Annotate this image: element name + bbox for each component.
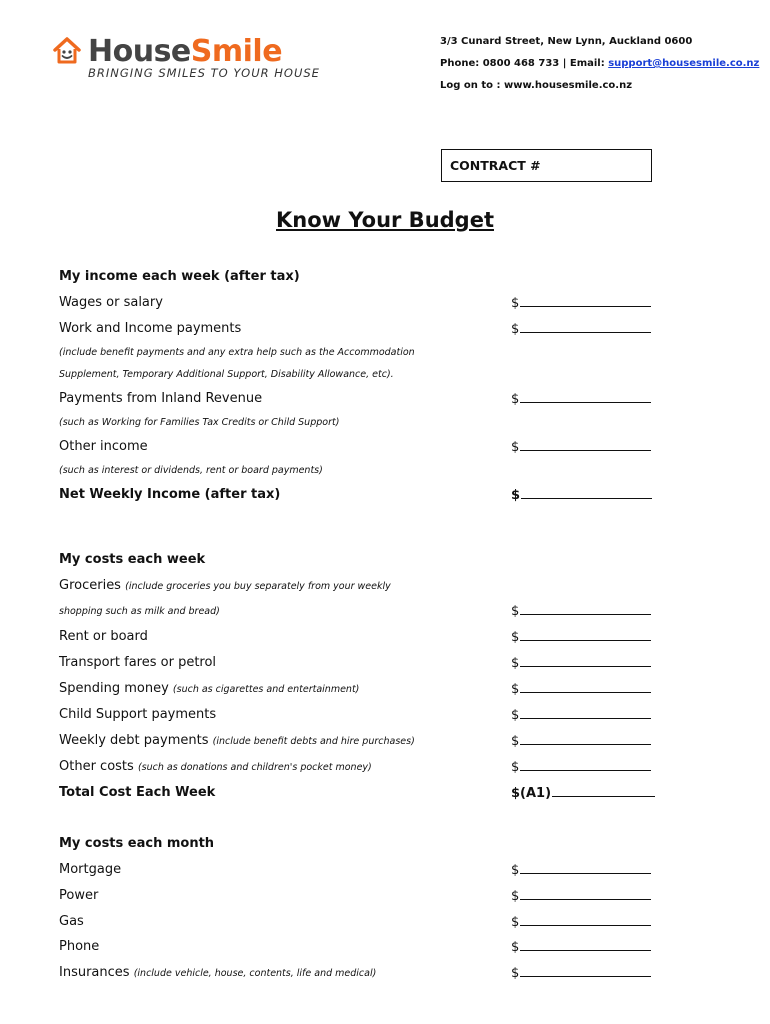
debt-text: Weekly debt payments (59, 733, 209, 748)
debt-note: (include benefit debts and hire purchases) (212, 736, 415, 747)
child-support-amount-field[interactable] (511, 707, 651, 723)
groceries-note-2: shopping such as milk and bread) (59, 606, 220, 617)
power-amount-field[interactable] (511, 888, 651, 904)
currency-symbol: $ (511, 734, 520, 749)
rent-label: Rent or board (59, 629, 148, 644)
work-income-amount-field[interactable] (511, 321, 651, 337)
blank-line (520, 629, 651, 641)
debt-amount-field[interactable] (511, 733, 651, 749)
currency-symbol: $ (511, 863, 520, 878)
other-income-note: (such as interest or dividends, rent or board payments) (59, 465, 323, 476)
phone-label: Phone (59, 939, 100, 954)
contract-number-field[interactable] (441, 149, 652, 182)
wages-amount-field[interactable] (511, 295, 651, 311)
gas-amount-field[interactable] (511, 914, 651, 930)
blank-line (520, 733, 651, 745)
blank-line (521, 487, 652, 499)
total-weekly-amount-field[interactable] (511, 785, 655, 801)
spending-label (59, 681, 359, 696)
inland-revenue-note: (such as Working for Families Tax Credits or Child Support) (59, 417, 340, 428)
spending-text: Spending money (59, 681, 169, 696)
total-weekly-label: Total Cost Each Week (59, 785, 216, 800)
insurances-note: (include vehicle, house, contents, life and medical) (133, 968, 377, 979)
contact-block (440, 31, 759, 97)
transport-label: Transport fares or petrol (59, 655, 217, 670)
contract-label: CONTRACT # (450, 158, 541, 173)
blank-line (520, 707, 651, 719)
currency-symbol: $ (511, 915, 520, 930)
address: 3/3 Cunard Street, New Lynn, Auckland 0600 (440, 36, 693, 47)
transport-amount-field[interactable] (511, 655, 651, 671)
blank-line (520, 939, 651, 951)
currency-symbol: $ (511, 488, 521, 503)
currency-symbol: $ (511, 440, 520, 455)
power-label: Power (59, 888, 99, 903)
blank-line (520, 681, 651, 693)
blank-line (520, 439, 651, 451)
currency-symbol: $ (511, 630, 520, 645)
currency-symbol: $ (511, 604, 520, 619)
blank-line (520, 295, 651, 307)
spending-note: (such as cigarettes and entertainment) (172, 684, 360, 695)
groceries-text: Groceries (59, 578, 121, 593)
blank-line (520, 391, 651, 403)
work-income-note-2: Supplement, Temporary Additional Support, Disability Allowance, etc). (59, 369, 394, 380)
mortgage-amount-field[interactable] (511, 862, 651, 878)
blank-line (520, 655, 651, 667)
other-costs-label (59, 759, 372, 774)
rent-amount-field[interactable] (511, 629, 651, 645)
weekly-costs-heading: My costs each week (59, 552, 206, 567)
inland-revenue-amount-field[interactable] (511, 391, 651, 407)
blank-line (520, 914, 651, 926)
currency-symbol: $ (511, 966, 520, 981)
currency-symbol: $ (511, 296, 520, 311)
currency-symbol: $ (511, 682, 520, 697)
other-costs-text: Other costs (59, 759, 134, 774)
blank-line (520, 965, 651, 977)
net-income-amount-field[interactable] (511, 487, 652, 503)
currency-symbol: $ (511, 392, 520, 407)
gas-label: Gas (59, 914, 84, 929)
currency-symbol: $ (511, 889, 520, 904)
total-prefix: $(A1) (511, 786, 552, 801)
debt-label (59, 733, 415, 748)
other-costs-note: (such as donations and children's pocket money) (137, 762, 372, 773)
brand-tagline: BRINGING SMILES TO YOUR HOUSE (88, 66, 320, 80)
currency-symbol: $ (511, 708, 520, 723)
housesmile-logo (52, 34, 320, 84)
monthly-costs-heading: My costs each month (59, 836, 215, 851)
work-income-note-1: (include benefit payments and any extra help such as the Accommodation (59, 347, 415, 358)
other-costs-amount-field[interactable] (511, 759, 651, 775)
phone-amount-field[interactable] (511, 939, 651, 955)
blank-line (520, 759, 651, 771)
blank-line (520, 321, 651, 333)
website-line[interactable]: Log on to : www.housesmile.co.nz (440, 80, 633, 91)
blank-line (552, 785, 655, 797)
brand-name-part2: Smile (190, 34, 283, 69)
phone-label: Phone: 0800 468 733 | Email: (440, 58, 609, 69)
groceries-note-1: (include groceries you buy separately from your weekly (125, 581, 391, 592)
brand-name (88, 34, 282, 69)
phone-email-line (440, 53, 759, 75)
currency-symbol: $ (511, 656, 520, 671)
page-title: Know Your Budget (276, 208, 494, 232)
email-link[interactable]: support@housesmile.co.nz (608, 58, 760, 69)
other-income-amount-field[interactable] (511, 439, 651, 455)
insurances-text: Insurances (59, 965, 130, 980)
work-income-label: Work and Income payments (59, 321, 242, 336)
currency-symbol: $ (511, 760, 520, 775)
blank-line (520, 888, 651, 900)
child-support-label: Child Support payments (59, 707, 217, 722)
blank-line (520, 862, 651, 874)
income-heading: My income each week (after tax) (59, 269, 300, 284)
spending-amount-field[interactable] (511, 681, 651, 697)
insurances-amount-field[interactable] (511, 965, 651, 981)
currency-symbol: $ (511, 940, 520, 955)
wages-label: Wages or salary (59, 295, 163, 310)
inland-revenue-label: Payments from Inland Revenue (59, 391, 263, 406)
currency-symbol: $ (511, 322, 520, 337)
brand-name-part1: House (88, 34, 191, 69)
groceries-label (59, 578, 391, 593)
blank-line (520, 603, 651, 615)
mortgage-label: Mortgage (59, 862, 122, 877)
house-smile-icon (52, 36, 82, 66)
insurances-label (59, 965, 376, 980)
other-income-label: Other income (59, 439, 148, 454)
net-income-label: Net Weekly Income (after tax) (59, 487, 281, 502)
groceries-amount-field[interactable] (511, 603, 651, 619)
